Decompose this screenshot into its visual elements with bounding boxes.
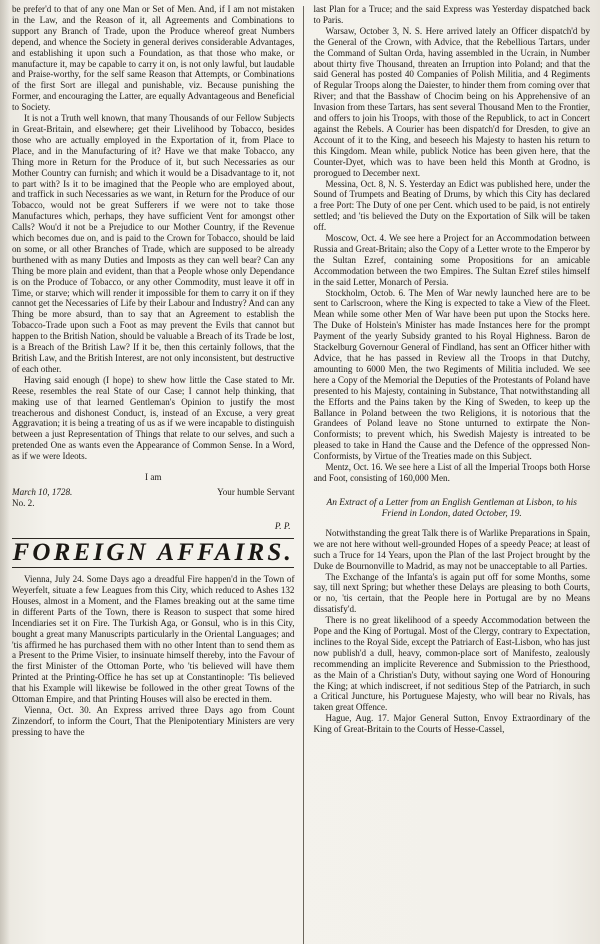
foreign-paragraph-vienna-2: Vienna, Oct. 30. An Express arrived three Days ago from Count Zinzendorf, to inform the Court, That the Plenipotentiary Ministers are very pressing to have the [12,704,295,737]
news-paragraph-continued: last Plan for a Truce; and the said Express was Yesterday dispatched back to Paris. [313,4,590,25]
news-paragraph-moscow: Moscow, Oct. 4. We see here a Project for an Accommodation between Russia and Great-Britain; also the Copy of a Letter wrote to the Emperor by the Sultan Ezref, containing some Propositions for an amicable Accommodation between the two Empires. The Sultan Ezref stiles himself in the said Letter, Monarch of Persia. [313,233,590,287]
news-paragraph-messina: Messina, Oct. 8, N. S. Yesterday an Edict was published here, under the Sound of Trumpets and Beating of Drums, by which this City has declared a free Port: The Duty of one per Cent. which used to be paid, is not entirely settled; and 'tis believed the Duty on the Exportation of Silk will be taken off. [313,178,590,233]
extract-paragraph-3: There is no great likelihood of a speedy Accommodation between the Pope and the King of Portugal. Most of the Clergy, contrary to Expectation, inclines to the Royal Side, except the Patriarch of East-Lisbon, who has just now publish'd a dull, heavy, common-place sort of Manifesto, zealously recommending an implicite Reverence and Submission to the Priesthood, as the Main of a Christian's Duty, without saying one Word of Honouring the King; at which indiscreet, if not seditious Step of the Patriarch, in such a Critical Juncture, his Portuguese Majesty, who will bear no Rivals, has taken great Offence. [313,615,590,713]
extract-paragraph-1: Notwithstanding the great Talk there is of Warlike Preparations in Spain, we are not here without well-grounded Hopes of a speedy Peace; at least of such a Truce for 14 Years, upon the Plan of the last Project brought by the Duke de Bournonville to Madrid, as may not be unacceptable to all Parties. [313,527,590,571]
essay-paragraph-3: Having said enough (I hope) to shew how little the Case stated to Mr. Reese, resembles the real State of our Case; I cannot help thinking, that making use of that learned Gentleman's Opinion to justify the most treacherous and dishonest Conduct, is, instead of an Excuse, a very great Aggravation; it is being a treating of us as if we were incapable to distinguish between a just Representation of Things that relate to our selves, and such a pretended One as wants even the Appearance of Common Sense. In a Word, as if we were Ideots. [12,374,295,462]
signoff-row [12,487,294,498]
essay-paragraph-1: be prefer'd to that of any one Man or Set of Men. And, if I am not mistaken in the Law, and the Reason of it, all Agreements and Combinations to support any Branch of Trade, upon the Produce whereof great Numbers depend, and whence the Society in general derives considerable Advantages, and establishing it upon such a Foundation, as that those who make, or manufacture it, may be capable to carry it on, is not only lawful, but laudable and Praise-worthy, for the self same Reason that Attempts, or Combinations of the first Sort are illegal and punishable, viz. Because punishing the Former, and encouraging the Latter, are equally Advantageous and Beneficial to Society. [12,4,295,113]
signoff-date: March 10, 1728. [12,487,73,498]
news-paragraph-stockholm: Stockholm, Octob. 6. The Men of War newly launched here are to be sent to Carlscroon, where the King is expected to take a View of the Fleet. Mean while some other Men of War have been put upon the Stocks here. The Duke of Holstein's Minister has made Instances here for the prompt Payment of the yearly Subsidy granted to his Royal Highness. Baron de Stackelburg Governour General of Findland, has sent an Officer hither with Advice, that he has passed in Review all the Troops in that Dutchy, amounting to 6000 Men, the two Regiments of Militia included. We see here a Copy of the Memorial the Deputies of the Protestants of Poland have presented to his Majesty, containing in Substance, That notwithstanding all the Efforts and the Pains taken by the King of Sweden, to keep up the Ballance in Poland between the two Religions, it is notorious that the Grandees of Poland leave no Stone unturned to extirpate the Non-Conformists; to prevent which, his Swedish Majesty is intreated to be pleased to take in Hand the Cause and the Defence of the oppressed Non-Conformists, by Virtue of the Treaties made on this Subject. [313,287,590,462]
extract-paragraph-hague: Hague, Aug. 17. Major General Sutton, Envoy Extraordinary of the King of Great-Britain to the Courts of Hesse-Cassel, [313,713,590,735]
left-column [12,4,300,944]
foreign-paragraph-vienna-1: Vienna, July 24. Some Days ago a dreadful Fire happen'd in the Town of Weyerfelt, situate a few Leagues from this City, which reduced to Ashes 132 Houses, almost in a Moment, and the Flames breaking out at the same time in different Parts of the Town, there is Reason to suspect that some hired Incendiaries set it on Fire. The Turkish Aga, or Gonsul, who is in this City, bought a great many Manuscripts particularly in the Oriental Languages; and 'tis affirmed he has purchased them with no other Intent than to send them as a Present to the Prime Visier, to insinuate himself thereby, into the Favour of the first Minister of the Ottoman Porte, who 'tis believed will have them Printed at the Printing-Office he has set up at Constantinople: 'Tis believed that his Example will likewise be followed in the other great Towns of the Ottoman Empire, and that Printing Houses will also be erected in them. [12,574,295,705]
extract-paragraph-2: The Exchange of the Infanta's is again put off for some Months, some say, till next Spring; but whether these Delays are pleasing to both Courts, or no, 'tis certain, that the People here in Portugal are by no Means dissatisfy'd. [313,571,590,615]
news-paragraph-mentz: Mentz, Oct. 16. We see here a List of all the Imperial Troops both Horse and Foot, consisting of 160,000 Men. [313,462,590,483]
section-heading-foreign-affairs: FOREIGN AFFAIRS. [12,539,294,567]
news-paragraph-warsaw: Warsaw, October 3, N. S. Here arrived lately an Officer dispatch'd by the General of the Crown, with Advice, that the Rebellious Tartars, under the Command of Sultan Orda, having assembled in the Ucrain, in Number about thirty five Thousand, threaten an Irruption into Poland; and that the said General has posted 40 Companies of Polish Militia, and 4 Regiments of Regular Troops along the Daiester, to hinder them from coming over that River; and that the Basshaw of Chocim being on his Apprehensive of an Invasion from these Tartars, has sent several Thousand Men to the Frontier, and offers to join his Troops, with those of the Republick, to act in Concert against the Rebels. A Courier has been dispatch'd for Dresden, to give an Account of it to the King, and beseech his Majesty to hasten his return to this Kingdom. Mean while, publick Notice has been given here, that the Counter-Dyet, which was to have been held this Month at Grodno, is prorogued to December next. [313,25,590,178]
essay-paragraph-2: It is not a Truth well known, that many Thousands of our Fellow Subjects in Great-Britain, and elsewhere; get their Livelihood by Tobacco, besides those who are actually employed in the Exportation of it, from Place to Place, and in the Manufacturing of it? Have we that make Tobacco, any Thing more in Return for the Produce of it, but such Necessaries as our Mother Country can furnish; and which it would be a Disadvantage to it, not to part with? Is it to be imagined that the People who are employed about, and traffick in such Necessaries as we want, in Return for the Produce of our Tobacco, would not be great Sufferers if we were not to take those Manufactures which, perhaps, they have sufficient Vent for amongst other Calls? Wou'd it not be a Prejudice to our Mother Country, if the Revenue which becomes due on, and is paid to the Crown for Tobacco, should be laid on some, or all other Branches of Trade, which are supposed to be already burthened with as many Duties and Imposts as they can well bear? Can any Thing be more plain and evident, than that a People whose only Dependance is on the Produce of Tobacco, or any other Commodity, must leave it off in Time, or starve; which will render it impossible for them to carry it on if they cannot get the Necessaries of Life by their Labour and Industry? And can any Thing be more absurd, than to say that an Agreement to establish the Tobacco-Trade upon such a Foot as may prevent the Evils that cannot but happen to the British Nation, should be valuable a Breach of its Trade be lost, is a Breach of the British Law? If it be, then this certainly follows, that the British Law, and the British Interest, are not only inconsistent, but destructive of each other. [12,113,295,374]
letter-signoff [12,472,294,532]
signoff-number: No. 2. [12,498,35,509]
column-divider [303,6,304,944]
right-column [307,4,590,944]
signoff-initials: P. P. [274,521,291,532]
signoff-i-am: I am [145,472,162,483]
two-column-layout [12,4,590,944]
extract-heading: An Extract of a Letter from an English Gentleman at Lisbon, to his Friend in London, dated October, 19. [326,497,577,519]
signoff-closing: Your humble Servant [217,487,295,498]
